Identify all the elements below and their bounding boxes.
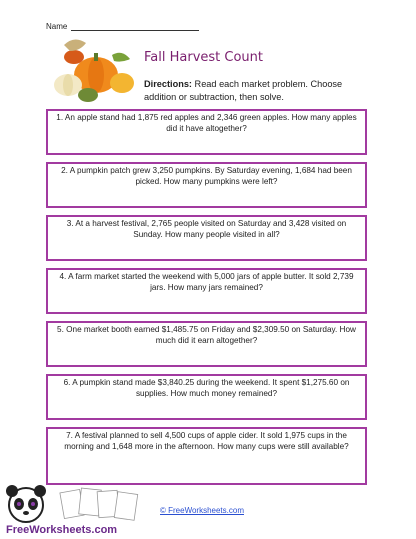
problem-list — [46, 109, 367, 485]
problem-7: 7. A festival planned to sell 4,500 cups of apple cider. It sold 1,975 cups in the morning and 1,648 more in the afternoon. How many cups were still available? — [46, 427, 367, 485]
name-field-row — [46, 22, 199, 31]
problem-4: 4. A farm market started the weekend with 5,000 jars of apple butter. It sold 2,739 jars. How many jars remained? — [46, 268, 367, 314]
directions-label: Directions: — [144, 79, 192, 89]
logo-wordmark: FreeWorksheets.com — [6, 524, 118, 536]
footer-link[interactable]: © FreeWorksheets.com — [160, 506, 244, 515]
problem-2: 2. A pumpkin patch grew 3,250 pumpkins. By Saturday evening, 1,684 had been picked. How many pumpkins were left? — [46, 162, 367, 208]
freeworksheets-logo — [0, 483, 150, 539]
problem-5: 5. One market booth earned $1,485.75 on Friday and $2,309.50 on Saturday. How much did it earn altogether? — [46, 321, 367, 367]
worksheet-title: Fall Harvest Count — [144, 50, 263, 65]
problem-3: 3. At a harvest festival, 2,765 people visited on Saturday and 3,428 visited on Sunday. How many people visited in all? — [46, 215, 367, 261]
name-label: Name — [46, 22, 68, 31]
pumpkins-illustration — [52, 35, 138, 105]
name-line — [71, 22, 199, 31]
directions — [144, 78, 374, 104]
problem-1: 1. An apple stand had 1,875 red apples and 2,346 green apples. How many apples did it have altogether? — [46, 109, 367, 155]
directions-text: Read each market problem. Choose addition or subtraction, then solve. — [144, 79, 343, 102]
problem-6: 6. A pumpkin stand made $3,840.25 during the weekend. It spent $1,275.60 on supplies. How much money remained? — [46, 374, 367, 420]
